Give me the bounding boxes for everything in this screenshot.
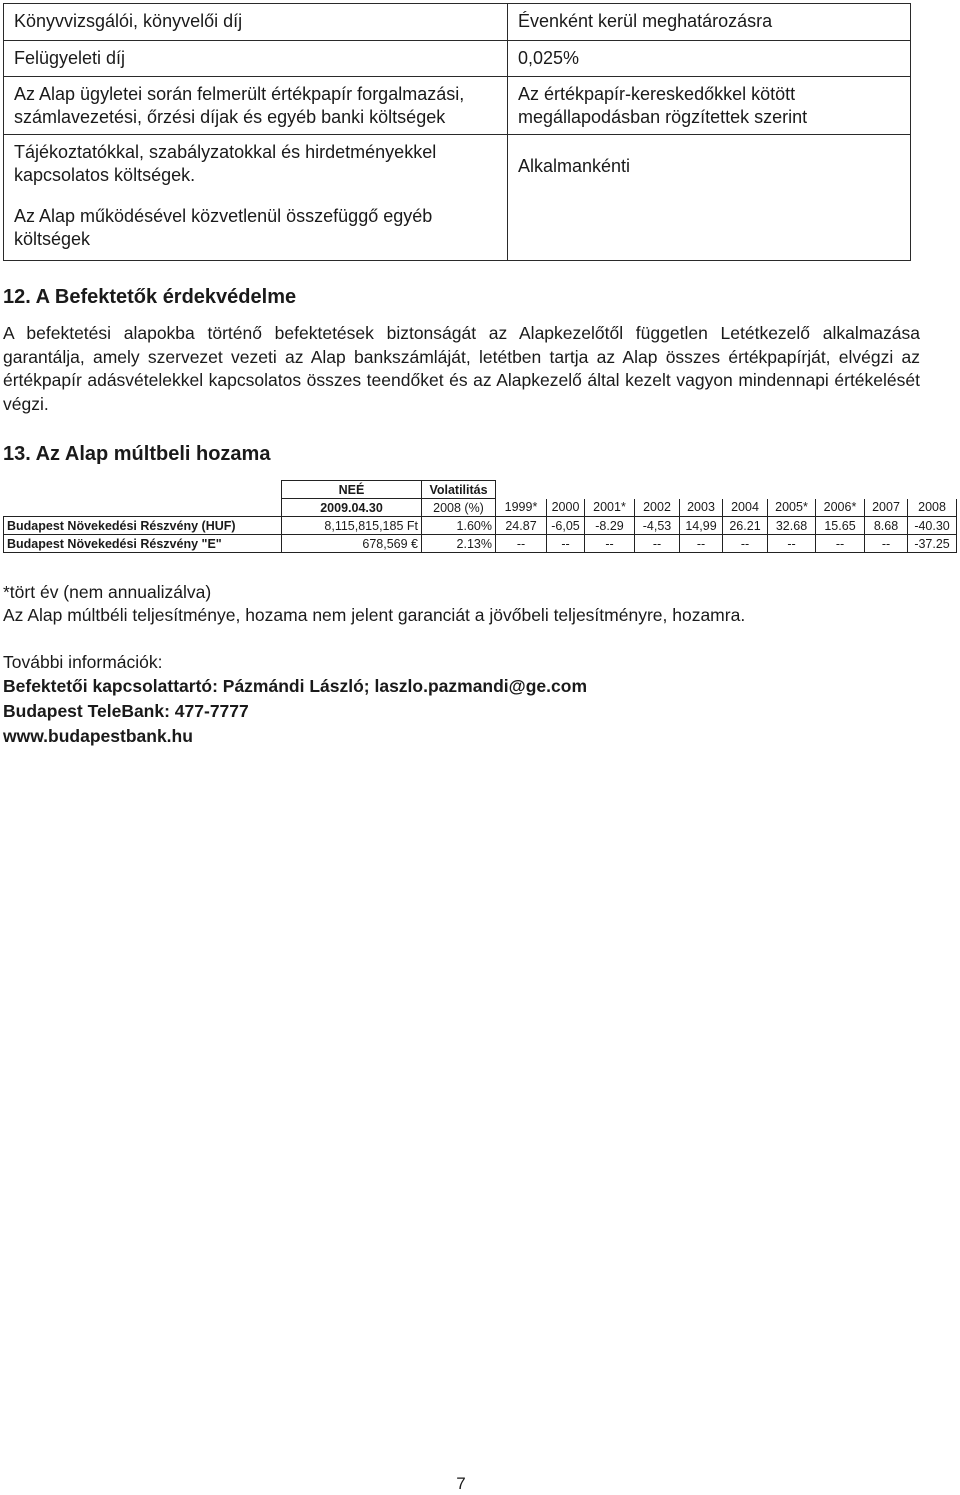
section-13-heading: 13. Az Alap múltbeli hozama <box>3 443 271 465</box>
nee-value: 8,115,815,185 Ft <box>282 517 422 535</box>
return-value: -- <box>723 535 768 553</box>
return-value: -- <box>816 535 865 553</box>
fee-label: Tájékoztatókkal, szabályzatokkal és hirdetményekkel kapcsolatos költségek. <box>4 135 508 197</box>
return-value: 14,99 <box>680 517 723 535</box>
return-value: 15.65 <box>816 517 865 535</box>
fund-name: Budapest Növekedési Részvény "E" <box>4 535 282 553</box>
year-header: 2006* <box>816 499 865 517</box>
fee-table <box>3 3 911 261</box>
volatility-value: 1.60% <box>422 517 496 535</box>
year-header: 2004 <box>723 499 768 517</box>
return-value: -- <box>547 535 585 553</box>
fee-label: Az Alap ügyletei során felmerült értékpapír forgalmazási, számlavezetési, őrzési díjak és egyéb banki költségek <box>4 77 508 135</box>
page-number: 7 <box>456 1474 466 1493</box>
fund-name: Budapest Növekedési Részvény (HUF) <box>4 517 282 535</box>
year-header: 2008 <box>908 499 957 517</box>
return-value: -6,05 <box>547 517 585 535</box>
volatility-year-header: 2008 (%) <box>422 499 496 517</box>
year-header: 2003 <box>680 499 723 517</box>
fee-label: Könyvvizsgálói, könyvelői díj <box>4 4 508 41</box>
fee-row <box>4 77 911 135</box>
section-12-heading: 12. A Befektetők érdekvédelme <box>3 286 297 308</box>
fee-label: Felügyeleti díj <box>4 41 508 77</box>
fee-row <box>4 135 911 197</box>
fee-row <box>4 197 911 261</box>
fee-value: Az értékpapír-kereskedőkkel kötött megállapodásban rögzítettek szerint <box>508 77 911 135</box>
volatility-value: 2.13% <box>422 535 496 553</box>
return-value: -- <box>680 535 723 553</box>
nee-value: 678,569 € <box>282 535 422 553</box>
year-header: 1999* <box>496 499 547 517</box>
website-link[interactable]: www.budapestbank.hu <box>3 726 193 746</box>
volatility-header: Volatilitás <box>422 481 496 499</box>
table-row <box>4 517 957 535</box>
return-value: -- <box>585 535 635 553</box>
info-title: További információk: <box>3 652 163 672</box>
nee-header: NEÉ <box>282 481 422 499</box>
year-header: 2005* <box>768 499 816 517</box>
telebank-number: Budapest TeleBank: 477-7777 <box>3 701 249 721</box>
fee-value <box>508 197 911 261</box>
table-header-row <box>4 481 957 499</box>
nee-date-header: 2009.04.30 <box>282 499 422 517</box>
fee-value: Alkalmankénti <box>508 135 911 197</box>
contact-person: Befektetői kapcsolattartó: Pázmándi László; laszlo.pazmandi@ge.com <box>3 676 588 696</box>
year-header: 2002 <box>635 499 680 517</box>
return-value: -- <box>635 535 680 553</box>
fee-row <box>4 4 911 41</box>
return-value: 32.68 <box>768 517 816 535</box>
fee-row <box>4 41 911 77</box>
return-value: -- <box>768 535 816 553</box>
table-row <box>4 535 957 553</box>
performance-table <box>3 480 957 553</box>
section-12-text: A befektetési alapokba történő befektetések biztonságát az Alapkezelőtől független Letétkezelő alkalmazása garantálja, amely szervezet vezeti az Alap bankszámláját, letétben tartja az Alap összes értékpapírját, elvégzi az értékpapír adásvételekkel kapcsolatos összes teendőket és az Alapkezelő által kezelt vagyon mindennapi értékelését végzi. <box>3 323 920 414</box>
return-value: -8.29 <box>585 517 635 535</box>
return-value: 8.68 <box>865 517 908 535</box>
disclaimer: Az Alap múltbéli teljesítménye, hozama nem jelent garanciát a jövőbeli teljesítményre, hozamra. <box>3 605 746 625</box>
return-value: 24.87 <box>496 517 547 535</box>
fee-label: Az Alap működésével közvetlenül összefüggő egyéb költségek <box>4 197 508 261</box>
year-header: 2007 <box>865 499 908 517</box>
fee-value: 0,025% <box>508 41 911 77</box>
return-value: -4,53 <box>635 517 680 535</box>
return-value: 26.21 <box>723 517 768 535</box>
fee-value: Évenként kerül meghatározásra <box>508 4 911 41</box>
table-header-row <box>4 499 957 517</box>
return-value: -- <box>496 535 547 553</box>
year-header: 2000 <box>547 499 585 517</box>
return-value: -37.25 <box>908 535 957 553</box>
footnote: *tört év (nem annualizálva) <box>3 582 212 602</box>
return-value: -- <box>865 535 908 553</box>
year-header: 2001* <box>585 499 635 517</box>
return-value: -40.30 <box>908 517 957 535</box>
